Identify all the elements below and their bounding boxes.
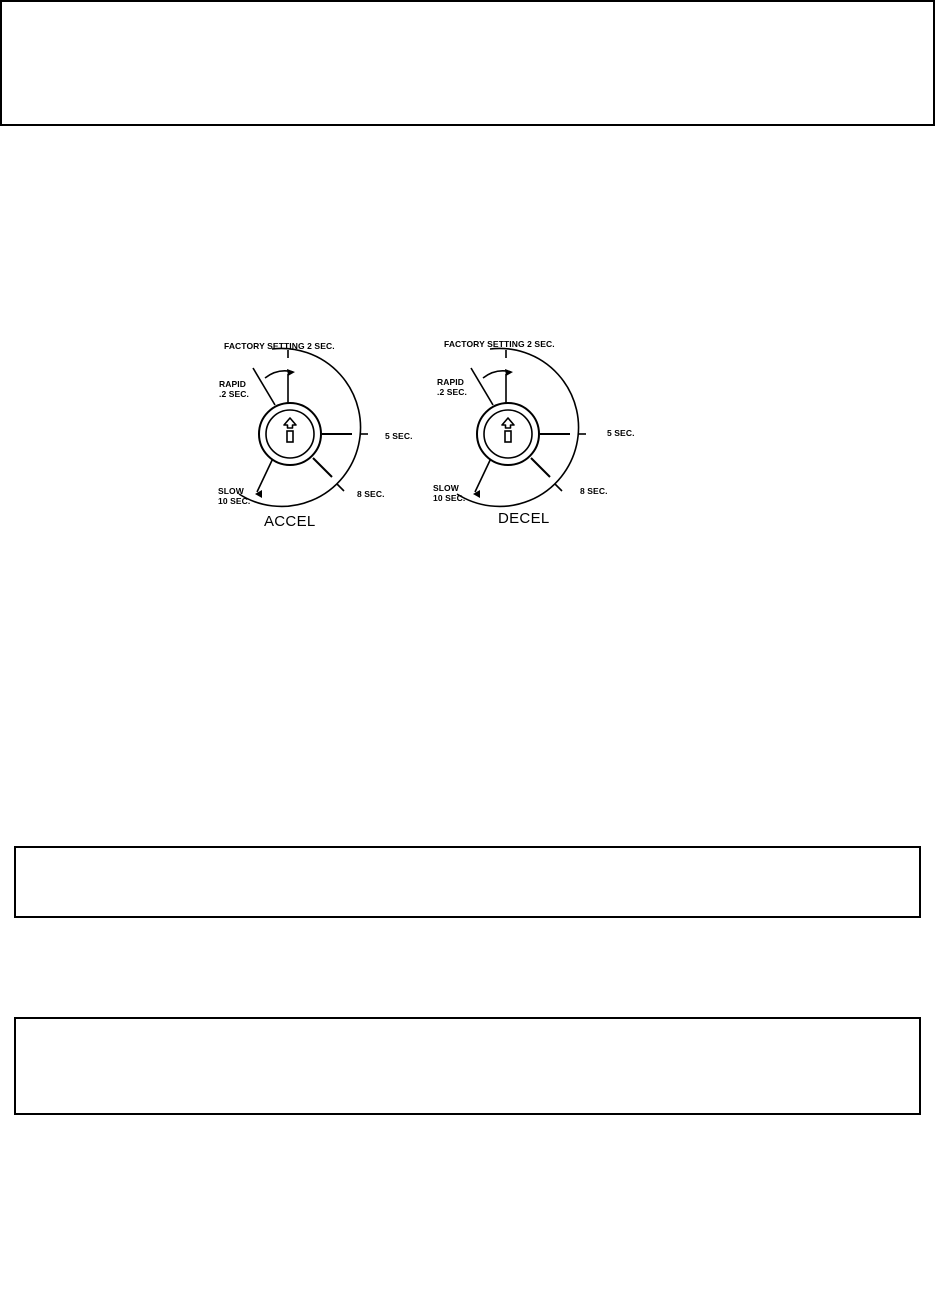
five-sec-label: 5 SEC.: [385, 431, 413, 441]
top-frame: [0, 0, 935, 126]
slow-label: SLOW: [218, 486, 244, 496]
slow-seconds-label: 10 SEC.: [433, 493, 466, 503]
rapid-label: RAPID: [219, 379, 246, 389]
dial-title: ACCEL: [264, 513, 316, 530]
accel-dial-figure: [200, 330, 440, 540]
rapid-label: RAPID: [437, 377, 464, 387]
eight-sec-pointer: [531, 458, 550, 477]
eight-sec-label: 8 SEC.: [580, 486, 608, 496]
knob-slot-icon: [287, 431, 293, 442]
bottom-frame: [14, 1017, 921, 1115]
eight-sec-label: 8 SEC.: [357, 489, 385, 499]
rapid-seconds-label: .2 SEC.: [219, 389, 249, 399]
eight-sec-tick: [555, 484, 562, 491]
dial-title: DECEL: [498, 510, 550, 527]
eight-sec-pointer: [313, 458, 332, 477]
five-sec-label: 5 SEC.: [607, 428, 635, 438]
factory-setting-label: FACTORY SETTING 2 SEC.: [224, 341, 335, 351]
decel-dial-figure: [418, 330, 658, 540]
middle-frame: [14, 846, 921, 918]
slow-arrowhead: [255, 490, 262, 498]
knob-slot-icon: [505, 431, 511, 442]
slow-arrowhead: [473, 490, 480, 498]
slow-seconds-label: 10 SEC.: [218, 496, 251, 506]
slow-label: SLOW: [433, 483, 459, 493]
rapid-seconds-label: .2 SEC.: [437, 387, 467, 397]
eight-sec-tick: [337, 484, 344, 491]
factory-setting-label: FACTORY SETTING 2 SEC.: [444, 339, 555, 349]
